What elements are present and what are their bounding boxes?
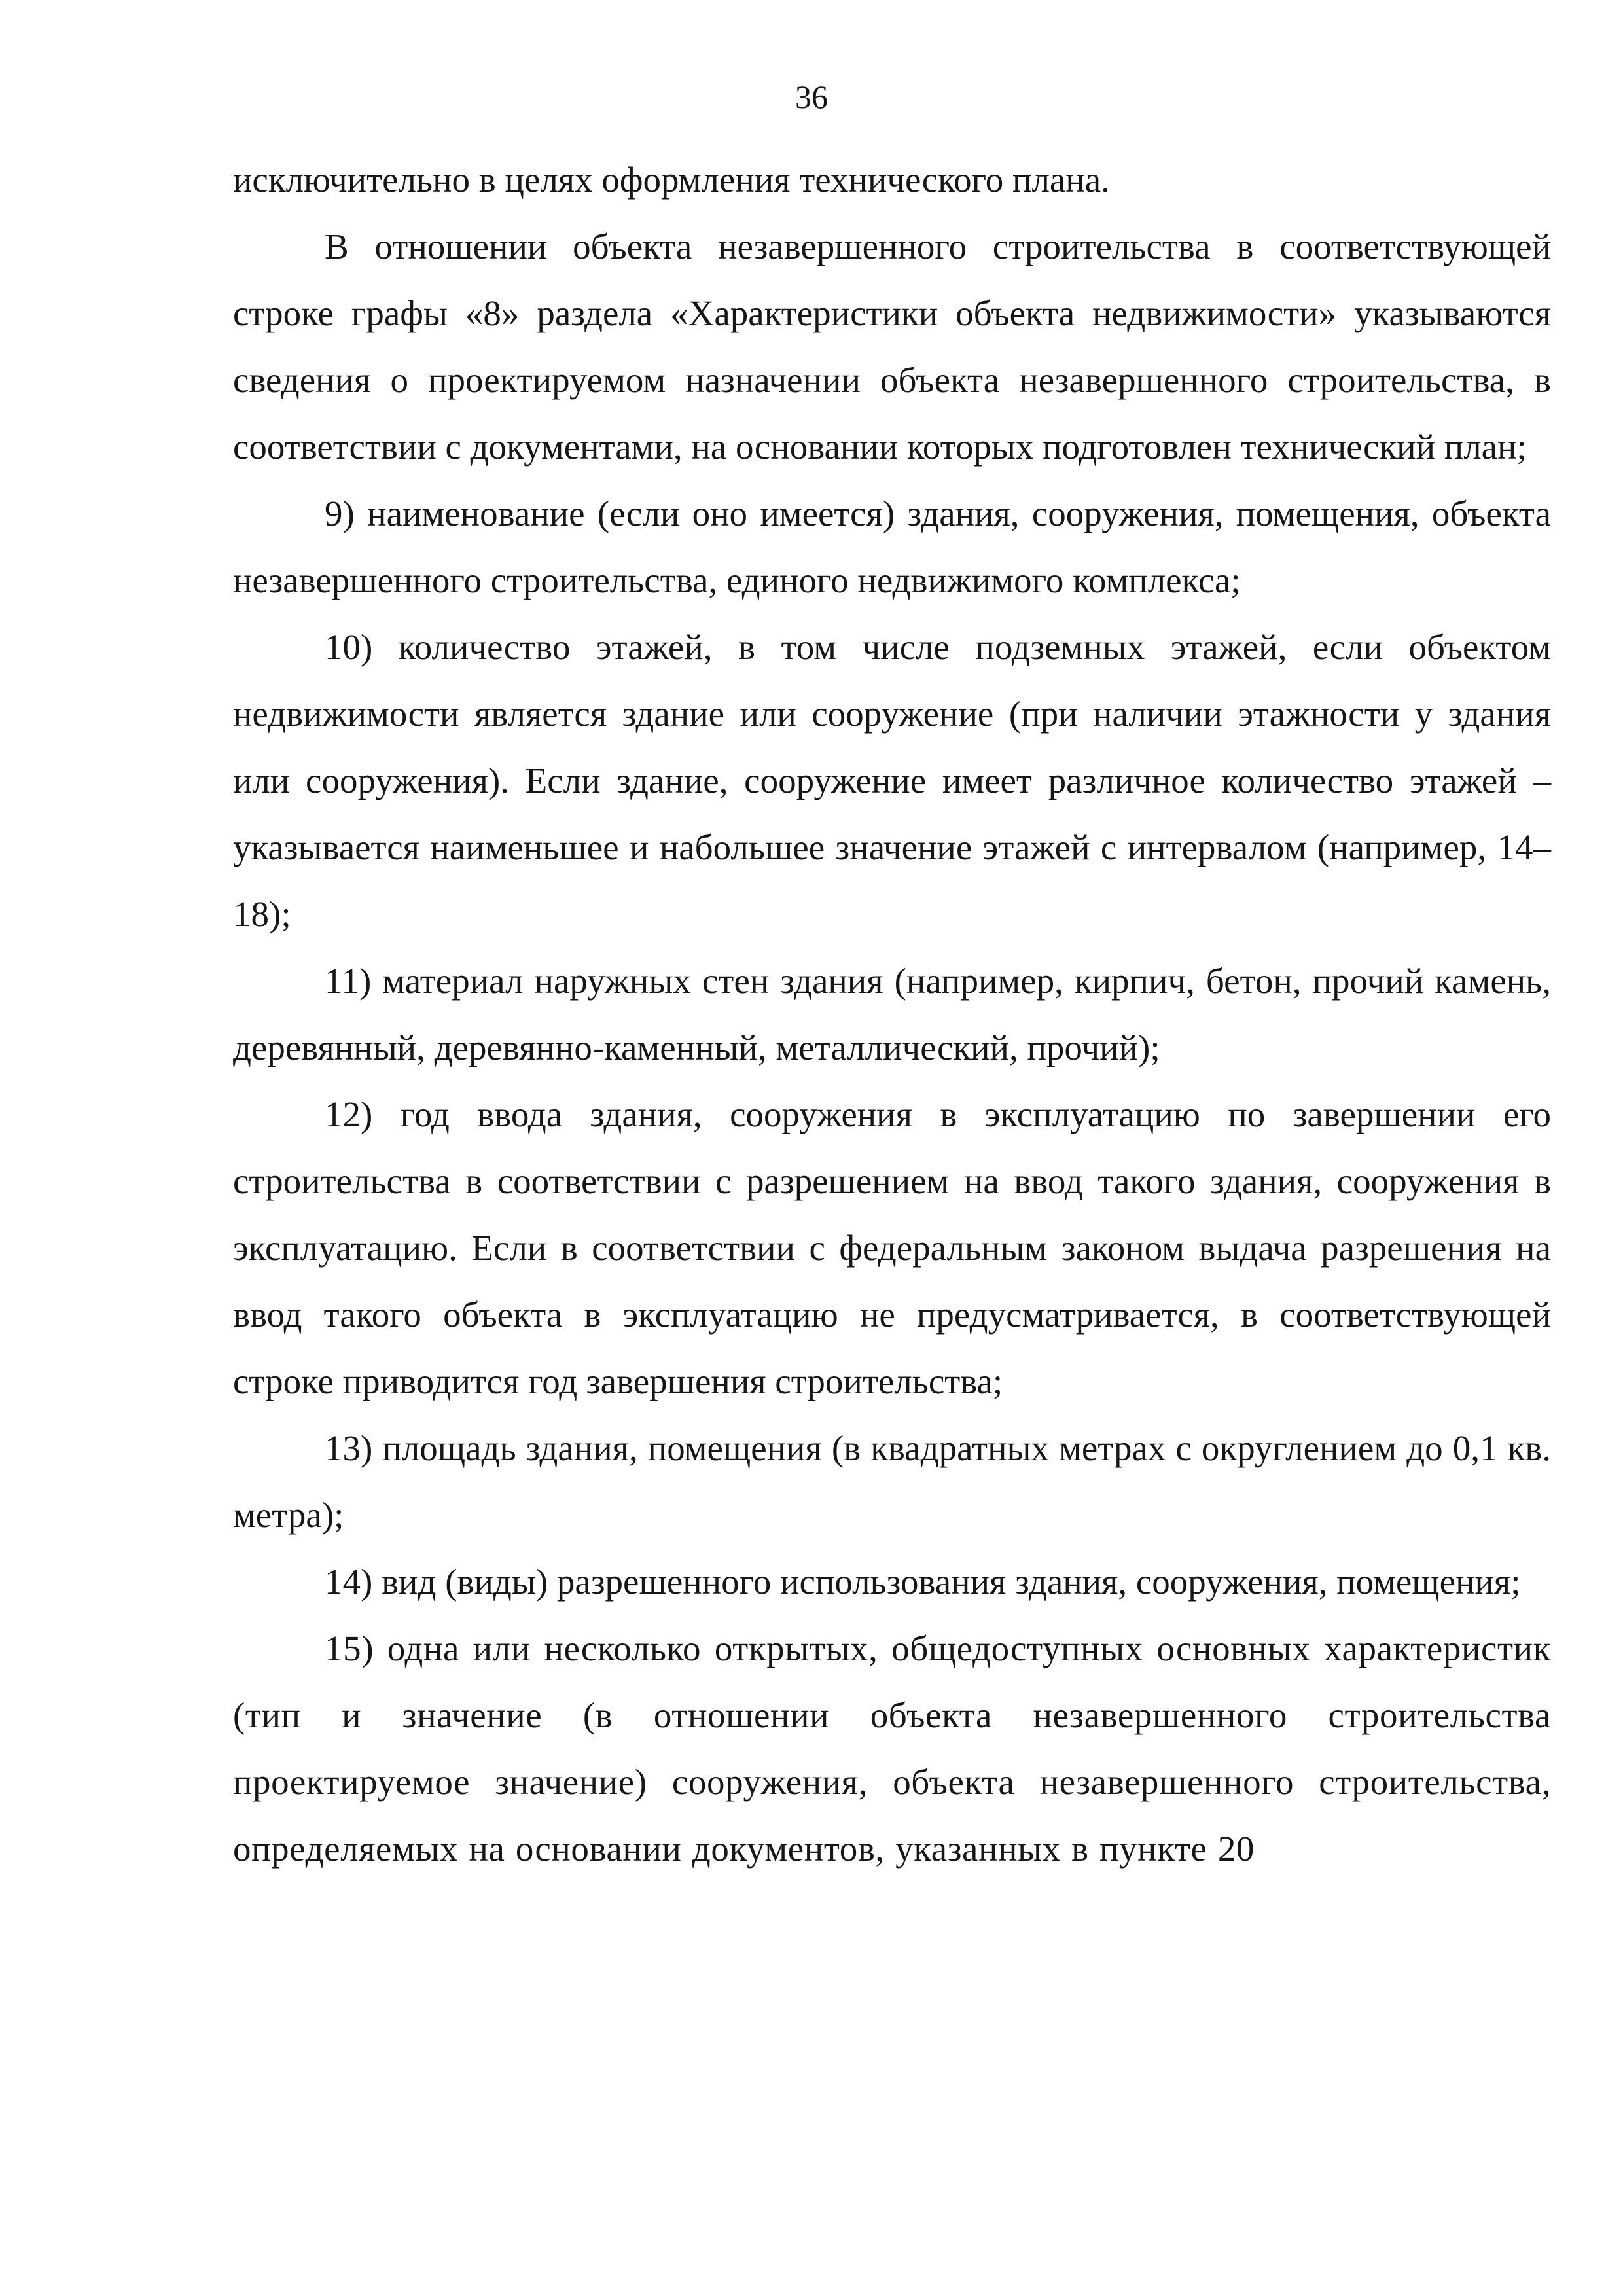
paragraph-continuation: исключительно в целях оформления технического плана. xyxy=(233,160,1110,200)
paragraph-item-15: 15) одна или несколько открытых, общедоступных основных характеристик (тип и значение (в отношении объекта незавершенного строительства проектируемое значение) сооружения, объекта незавершенного строительства, определяемых на основании документов, указанных в пункте 20 xyxy=(233,1628,1551,1869)
paragraph-item-13: 13) площадь здания, помещения (в квадратных метрах с округлением до 0,1 кв. метра); xyxy=(233,1428,1551,1535)
paragraph-unfinished-construction: В отношении объекта незавершенного строительства в соответствующей строке графы «8» раздела «Характеристики объекта недвижимости» указываются сведения о проектируемом назначении объекта незавершенного строительства, в соответствии с документами, на основании которых подготовлен технический план; xyxy=(233,226,1551,467)
document-body xyxy=(233,147,1551,1882)
paragraph-item-14: 14) вид (виды) разрешенного использования здания, сооружения, помещения; xyxy=(325,1562,1521,1602)
paragraph-item-12: 12) год ввода здания, сооружения в эксплуатацию по завершении его строительства в соответствии с разрешением на ввод такого здания, сооружения в эксплуатацию. Если в соответствии с федеральным законом выдача разрешения на ввод такого объекта в эксплуатацию не предусматривается, в соответствующей строке приводится год завершения строительства; xyxy=(233,1094,1551,1401)
page-number: 36 xyxy=(795,79,828,115)
paragraph-item-9: 9) наименование (если оно имеется) здания, сооружения, помещения, объекта незавершенного строительства, единого недвижимого комплекса; xyxy=(233,493,1551,600)
paragraph-item-11: 11) материал наружных стен здания (например, кирпич, бетон, прочий камень, деревянный, деревянно-каменный, металлический, прочий); xyxy=(233,961,1551,1067)
paragraph-item-10: 10) количество этажей, в том числе подземных этажей, если объектом недвижимости является здание или сооружение (при наличии этажности у здания или сооружения). Если здание, сооружение имеет различное количество этажей – указывается наименьшее и набольшее значение этажей с интервалом (например, 14–18); xyxy=(233,627,1551,934)
